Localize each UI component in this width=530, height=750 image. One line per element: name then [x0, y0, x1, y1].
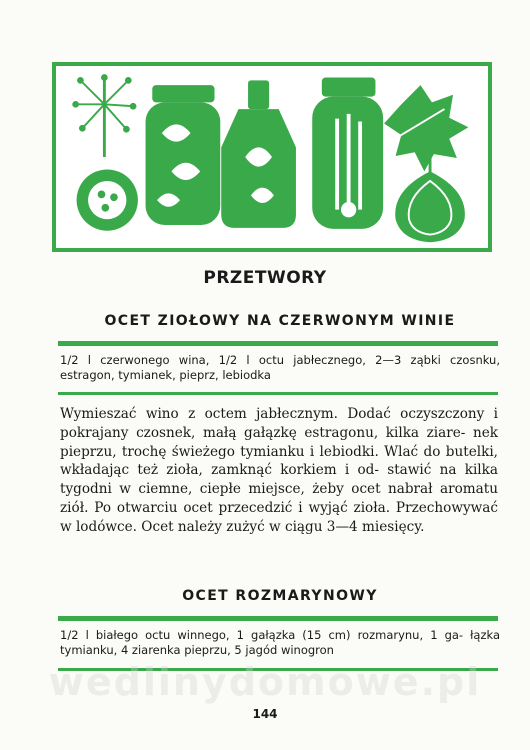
- watermark: wedlinydomowe.pl: [48, 660, 482, 704]
- page-title: PRZETWORY: [203, 268, 327, 288]
- onion-icon: [395, 152, 465, 242]
- illustration-svg: [56, 66, 488, 248]
- ingredients-text: 1/2 l białego octu winnego, 1 gałązka (15 cm) rozmarynu, 1 ga- łązka tymianku, 4 ziarenka pieprzu, 5 jagód winogron: [60, 628, 500, 657]
- recipe-title: OCET ROZMARYNOWY: [182, 588, 378, 604]
- method-text: Wymieszać wino z octem jabłecznym. Dodać oczyszczony i pokrajany czosnek, małą gałązkę estragonu, kilka ziare- nek pieprzu, trochę świeżego tymianku i lebiodki. Wlać do butelki, wkładając też zioła, zamknąć korkiem i od- stawić na kilka tygodni w ciemne, ciepłe miejsce, żeby ocet nabrał aromatu ziół. Po otwarciu ocet przecedzić i wyjąć zioła. Przechowywać w lodówce. Ocet należy zużyć w ciągu 3—4 miesięcy.: [60, 406, 498, 535]
- parsley-leaf-icon: [384, 85, 468, 171]
- section-divider: [58, 341, 498, 346]
- lemon-icon: [77, 169, 138, 230]
- ingredients-text: 1/2 l czerwonego wina, 1/2 l octu jabłecznego, 2—3 ząbki czosnku, estragon, tymianek, pieprz, lebiodka: [60, 353, 500, 382]
- preserves-illustration: [52, 62, 492, 252]
- section-divider: [58, 392, 498, 395]
- recipe-title: OCET ZIOŁOWY NA CZERWONYM WINIE: [104, 313, 456, 329]
- section-divider: [58, 616, 498, 621]
- jar-icon: [146, 85, 221, 225]
- jar-icon: [312, 77, 383, 228]
- bottle-icon: [221, 80, 296, 228]
- dill-icon: [73, 75, 136, 157]
- page-number: 144: [252, 707, 278, 721]
